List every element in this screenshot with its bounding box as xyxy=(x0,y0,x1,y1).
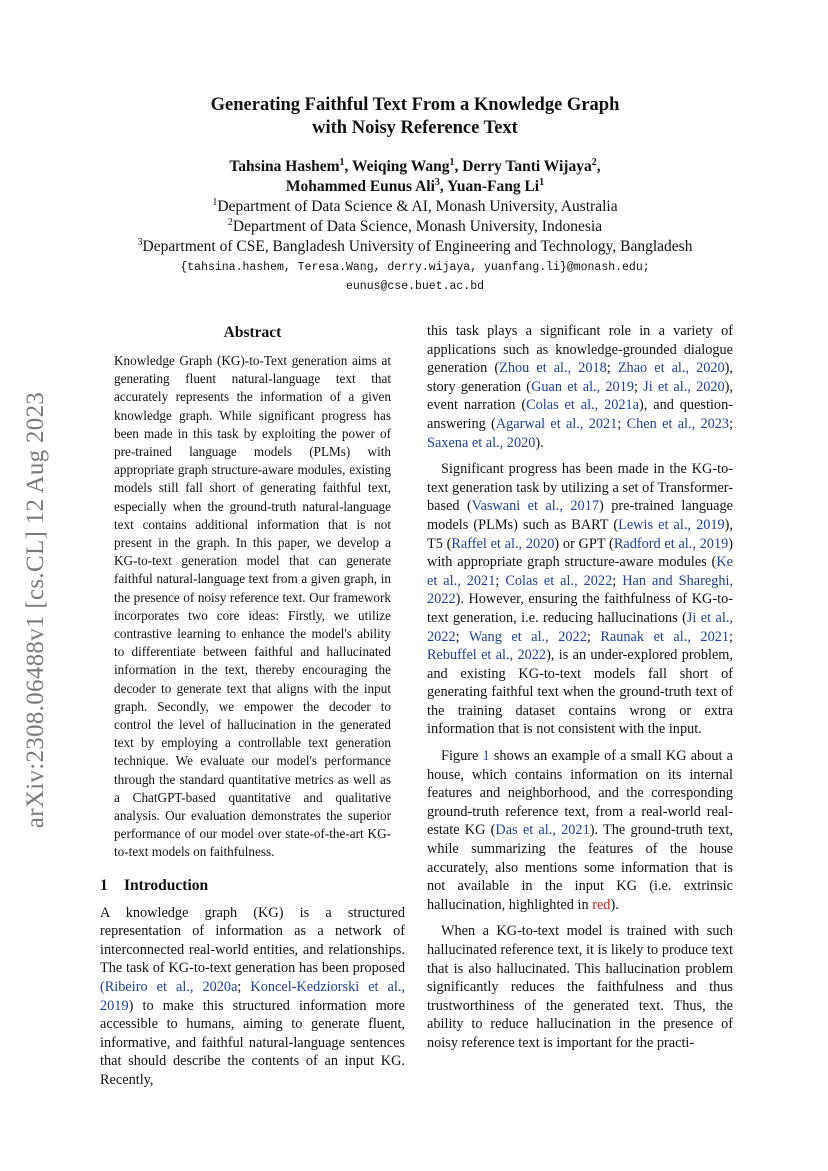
citation-link[interactable]: Raunak et al., 2021 xyxy=(600,628,730,645)
author-name: Tahsina Hashem xyxy=(229,158,340,175)
text-run: ; xyxy=(617,415,627,432)
abstract-heading: Abstract xyxy=(223,324,282,341)
text-run: ; xyxy=(634,378,644,395)
affiliation-text: Department of CSE, Bangladesh University of Engineering and Technology, Bangladesh xyxy=(142,238,693,255)
affiliation-list xyxy=(90,197,740,257)
affiliation xyxy=(90,217,740,237)
author-affil-mark: 1 xyxy=(339,156,345,168)
citation-link[interactable]: Wang et al., 2022 xyxy=(468,628,587,645)
text-run: Figure xyxy=(441,748,483,765)
text-run: When a KG-to-text model is trained with such hallucinated reference text, it is likely to produce text that is also hallucinated. This hallucination problem significantly reduces the faithfulness and thus trustworthiness of the generated text. Thus, the ability to reduce hallucination in the presence of noisy reference text is important for the practi- xyxy=(427,923,733,1051)
abstract-text: Knowledge Graph (KG)-to-Text generation aims at generating fluent natural-language text that accurately represents the information of a given knowledge graph. While significant progress has been made in this task by exploiting the power of pre-trained language models (PLMs) with appropriate graph structure-aware modules, existing models still fall short of generating faithful text, especially when the ground-truth natural-language text contains additional information that is not present in the graph. In this paper, we develop a KG-to-text generation model that can generate faithful natural-language text from a given graph, in the presence of noisy reference text. Our framework incorporates two core ideas: Firstly, we utilize contrastive learning to enhance the model's ability to differentiate between faithful and hallucinated information in the text, thereby encouraging the decoder to generate text that aligns with the input graph. Secondly, we empower the decoder to control the level of hallucination in the generated text by employing a controllable text generation technique. We evaluate our model's performance through the standard quantitative metrics as well as a ChatGPT-based quantitative and qualitative analysis. Our evaluation demonstrates the superior performance of our model over state-of-the-art KG-to-text models on faithfulness. xyxy=(114,353,391,860)
text-run: ; xyxy=(455,628,469,645)
citation-link[interactable]: Das et al., 2021 xyxy=(495,822,590,839)
citation-link[interactable]: Rebuffel et al., 2022 xyxy=(427,647,547,664)
citation-link[interactable]: Han and Shareghi, 2022 xyxy=(427,572,734,608)
affiliation-text: Department of Data Science & AI, Monash University, Australia xyxy=(217,198,618,215)
right-column xyxy=(427,322,733,1053)
author-line-1: Tahsina Hashem$^1$, Weiqing Wang$^1$, Derry Tanti Wijaya$^2$, xyxy=(229,156,601,175)
text-run: ), is an under-explored problem, and existing KG-to-text models fall short of generating faithful text when the ground-truth text of the training dataset contains wrong or extra information that is not consistent with the input. xyxy=(427,647,733,738)
section-title: Introduction xyxy=(124,876,209,894)
citation-link[interactable]: 1 xyxy=(482,748,490,765)
citation-link[interactable]: Colas et al., 2021a xyxy=(526,397,640,414)
text-run: ; xyxy=(729,415,734,432)
left-column xyxy=(100,322,405,1090)
title-line-2: with Noisy Reference Text xyxy=(312,118,518,138)
intro-paragraph-1 xyxy=(100,904,405,1090)
text-run: ; xyxy=(606,360,618,377)
email-line-1: {tahsina.hashem, Teresa.Wang, derry.wijaya, yuanfang.li}@monash.edu; xyxy=(180,261,650,274)
author-name: Mohammed Eunus Ali xyxy=(285,178,435,195)
section-heading-introduction xyxy=(100,876,405,896)
affiliation-text: Department of Data Science, Monash University, Indonesia xyxy=(232,218,603,235)
intro-paragraph-1-continued xyxy=(427,322,733,452)
text-run: this task plays a significant role in a variety of applications such as knowledge-grounded dialogue generation ( xyxy=(427,323,733,377)
text-run: A knowledge graph (KG) is a structured representation of information as a network of interconnected real-world entities, and relationships. The task of KG-to-text generation has been proposed xyxy=(100,904,405,977)
affiliation-mark: 1 xyxy=(212,196,218,208)
citation-link[interactable]: Koncel-Kedziorski et al., 2019 xyxy=(100,979,406,1014)
intro-paragraph-3 xyxy=(427,747,733,914)
text-run: ; xyxy=(586,628,601,645)
intro-paragraph-4 xyxy=(427,922,733,1052)
paper-title xyxy=(100,94,730,140)
author-affil-mark: 2 xyxy=(591,156,597,168)
author-name: Yuan-Fang Li xyxy=(447,178,540,195)
text-run: ) or GPT ( xyxy=(554,535,614,552)
text-run: ; xyxy=(237,979,251,996)
text-run: ). xyxy=(610,896,619,913)
text-run: ), T5 ( xyxy=(427,516,734,552)
citation-link[interactable]: Saxena et al., 2020 xyxy=(427,434,536,451)
citation-link[interactable]: Zhao et al., 2020 xyxy=(617,360,725,377)
affiliation-mark: 3 xyxy=(137,236,143,248)
affiliation xyxy=(90,237,740,257)
author-list xyxy=(100,157,730,197)
author-emails xyxy=(100,258,730,296)
author-line-2: Mohammed Eunus Ali$^3$, Yuan-Fang Li$^1$ xyxy=(285,176,545,195)
email-line-2: eunus@cse.buet.ac.bd xyxy=(345,280,485,293)
highlight-red-text: red xyxy=(592,896,611,913)
citation-link[interactable]: Chen et al., 2023 xyxy=(626,415,730,432)
text-run: ). The ground-truth text, while summarizing the features of the house accurately, also mentions some information that is not available in the input KG (i.e. extrinsic hallucination, highlighted in xyxy=(427,822,734,913)
citation-link[interactable]: Zhou et al., 2018 xyxy=(499,360,607,377)
citation-link[interactable]: Raffel et al., 2020 xyxy=(451,535,555,552)
text-run: Significant progress has been made in the KG-to-text generation task by utilizing a set of Transformer-based ( xyxy=(427,461,733,515)
text-run: ; xyxy=(495,572,506,589)
text-run: ) to make this structured information more accessible to humans, aiming to generate fluent, informative, and faithful natural-language sentences that should describe the contents of an input KG. Recently, xyxy=(100,997,405,1089)
author-name: Weiqing Wang xyxy=(352,158,450,175)
text-run: ). xyxy=(535,434,544,451)
author-affil-mark: 1 xyxy=(539,176,545,188)
author-affil-mark: 3 xyxy=(434,176,440,188)
arxiv-identifier-text: arXiv:2308.06488v1 [cs.CL] 12 Aug 2023 xyxy=(22,391,49,829)
citation-link[interactable]: Agarwal et al., 2021 xyxy=(495,415,618,432)
section-number: 1 xyxy=(100,876,108,894)
arxiv-identifier xyxy=(14,360,58,860)
text-run: ), event narration ( xyxy=(427,378,734,414)
text-run: ) pre-trained language models (PLMs) such as BART ( xyxy=(427,498,733,533)
text-run: ), story generation ( xyxy=(427,360,734,395)
text-run: shows an example of a small KG about a house, which contains information on its internal features and neighborhood, and the corresponding ground-truth reference text, from a real-world real-estate KG ( xyxy=(427,748,733,839)
text-run: ), and question-answering ( xyxy=(427,397,733,432)
author-affil-mark: 1 xyxy=(449,156,455,168)
citation-link[interactable]: Colas et al., 2022 xyxy=(505,572,613,589)
text-run: ) with appropriate graph structure-aware modules ( xyxy=(427,535,734,571)
title-line-1: Generating Faithful Text From a Knowledge Graph xyxy=(210,95,620,115)
citation-link[interactable]: Guan et al., 2019 xyxy=(531,378,634,395)
citation-link[interactable]: Ke et al., 2021 xyxy=(427,554,733,589)
citation-link[interactable]: Radford et al., 2019 xyxy=(613,535,729,552)
citation-link[interactable]: Ji et al., 2020 xyxy=(643,378,725,395)
citation-link[interactable]: Ji et al., 2022 xyxy=(427,609,734,645)
intro-paragraph-2 xyxy=(427,460,733,739)
affiliation xyxy=(90,197,740,217)
affiliation-mark: 2 xyxy=(227,216,233,228)
text-run: ; xyxy=(729,628,734,645)
citation-link[interactable]: Vaswani et al., 2017 xyxy=(471,498,599,515)
citation-link[interactable]: Lewis et al., 2019 xyxy=(618,516,725,533)
citation-link[interactable]: (Ribeiro et al., 2020a xyxy=(100,979,238,996)
text-run: ). However, ensuring the faithfulness of KG-to-text generation, i.e. reducing hallucinations ( xyxy=(427,591,733,626)
author-name: Derry Tanti Wijaya xyxy=(462,158,592,175)
text-run: ; xyxy=(612,572,623,589)
